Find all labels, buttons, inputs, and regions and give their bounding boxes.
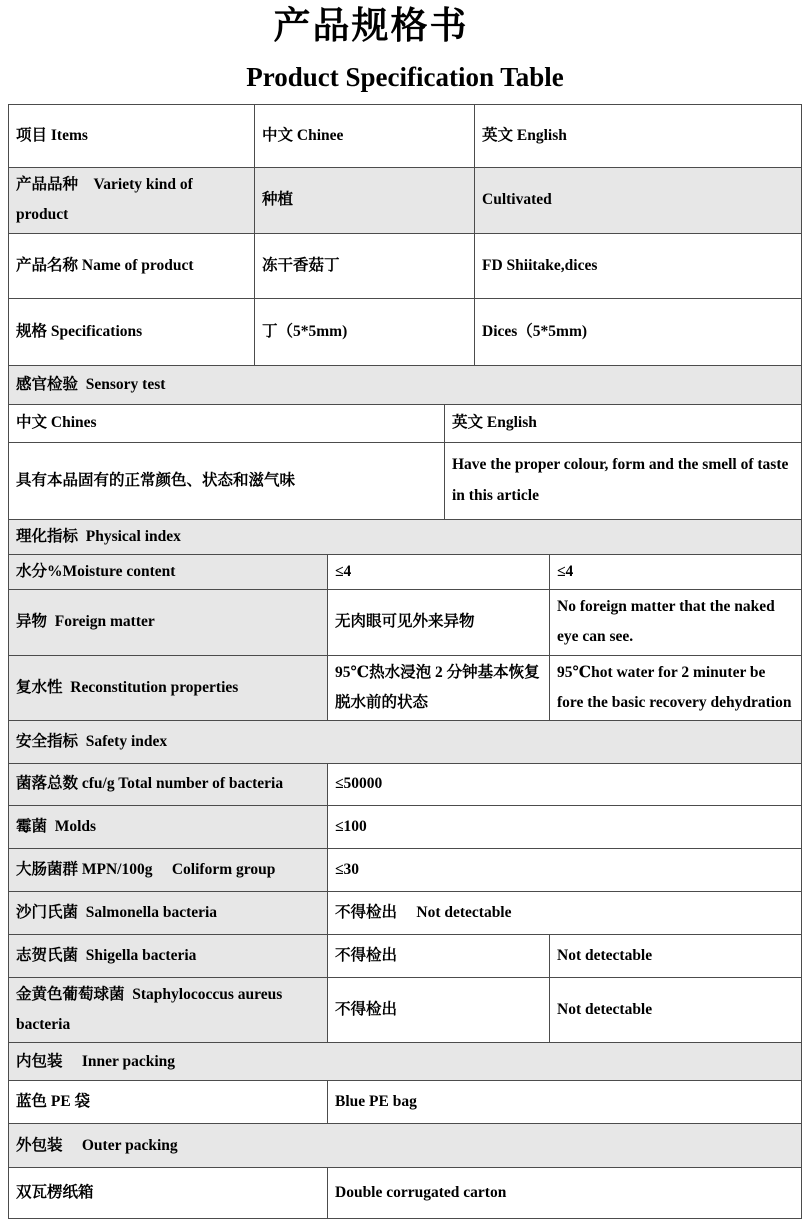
value-zh: 具有本品固有的正常颜色、状态和滋气味 xyxy=(16,471,296,489)
section-header-label: 感官检验 Sensory test xyxy=(9,366,801,404)
value-zh: 不得检出 xyxy=(327,978,549,1042)
row-label: 产品名称 Name of product xyxy=(16,256,194,274)
table-row-foreign-matter xyxy=(9,589,801,654)
section-header-label: 内包装 Inner packing xyxy=(9,1043,801,1080)
row-label: 沙门氏菌 Salmonella bacteria xyxy=(9,892,327,934)
value-en: FD Shiitake,dices xyxy=(474,234,801,298)
row-label: 大肠菌群 MPN/100g Coliform group xyxy=(9,849,327,891)
section-header-sensory-test xyxy=(9,365,801,404)
row-label: 霉菌 Molds xyxy=(9,806,327,848)
row-label: 规格 Specifications xyxy=(16,322,143,340)
value-en: Cultivated xyxy=(474,168,801,232)
table-row-coliform xyxy=(9,848,801,891)
value-zh: 冻干香菇丁 xyxy=(254,234,474,298)
value-en: Not detectable xyxy=(549,978,801,1042)
value: ≤30 xyxy=(327,849,801,891)
section-header-safety-index xyxy=(9,720,801,763)
table-row-sensory-description xyxy=(9,442,801,519)
table-row-salmonella xyxy=(9,891,801,934)
value-zh: 无肉眼可见外来异物 xyxy=(327,590,549,654)
table-row-inner-packing xyxy=(9,1080,801,1123)
column-header-items: 项目 Items xyxy=(16,127,88,145)
page-title-chinese: 产品规格书 xyxy=(273,6,469,47)
table-row-specifications xyxy=(9,298,801,365)
table-row-product-name xyxy=(9,233,801,298)
row-label: 产品品种 Variety kind of product xyxy=(9,168,254,232)
row-label: 异物 Foreign matter xyxy=(9,590,327,654)
table-row-shigella xyxy=(9,934,801,977)
value-en: 95℃hot water for 2 minuter be fore the basic recovery dehydration xyxy=(549,656,801,720)
row-label: 复水性 Reconstitution properties xyxy=(9,656,327,720)
value-en: Double corrugated carton xyxy=(327,1168,801,1218)
row-label: 金黄色葡萄球菌 Staphylococcus aureus bacteria xyxy=(9,978,327,1042)
table-row-molds xyxy=(9,805,801,848)
section-header-inner-packing xyxy=(9,1042,801,1080)
value-zh: 蓝色 PE 袋 xyxy=(16,1093,91,1111)
value-en: Not detectable xyxy=(549,935,801,977)
value-zh: 双瓦楞纸箱 xyxy=(16,1184,94,1202)
column-header-english: 英文 English xyxy=(444,405,801,442)
row-label: 菌落总数 cfu/g Total number of bacteria xyxy=(9,764,327,805)
value-en: Dices（5*5mm) xyxy=(474,299,801,365)
table-row-moisture xyxy=(9,554,801,589)
value: ≤100 xyxy=(327,806,801,848)
table-row-staphylococcus xyxy=(9,977,801,1042)
value-zh: 不得检出 xyxy=(327,935,549,977)
row-label: 水分%Moisture content xyxy=(9,555,327,589)
column-header-chinese: 中文 Chines xyxy=(16,414,97,432)
table-row-total-bacteria xyxy=(9,763,801,805)
column-header-chinese: 中文 Chinee xyxy=(254,105,474,167)
spec-table xyxy=(8,104,802,1219)
value-en: No foreign matter that the naked eye can see. xyxy=(549,590,801,654)
table-row-variety xyxy=(9,167,801,232)
section-header-label: 理化指标 Physical index xyxy=(9,520,801,554)
table-row-sensory-language-headers xyxy=(9,404,801,442)
table-row-column-headers xyxy=(9,105,801,167)
table-row-outer-packing xyxy=(9,1167,801,1218)
section-header-outer-packing xyxy=(9,1123,801,1167)
table-row-reconstitution xyxy=(9,655,801,720)
value-zh: 丁（5*5mm) xyxy=(254,299,474,365)
value-zh: 种植 xyxy=(254,168,474,232)
value: ≤50000 xyxy=(327,764,801,805)
section-header-label: 外包装 Outer packing xyxy=(9,1124,801,1167)
value-zh: 95℃热水浸泡 2 分钟基本恢复脱水前的状态 xyxy=(327,656,549,720)
column-header-english: 英文 English xyxy=(474,105,801,167)
row-label: 志贺氏菌 Shigella bacteria xyxy=(9,935,327,977)
value: 不得检出 Not detectable xyxy=(327,892,801,934)
section-header-label: 安全指标 Safety index xyxy=(9,721,801,763)
section-header-physical-index xyxy=(9,519,801,554)
value-zh: ≤4 xyxy=(327,555,549,589)
value-en: Have the proper colour, form and the smell of taste in this article xyxy=(444,443,801,519)
document-titles xyxy=(8,0,802,92)
value-en: Blue PE bag xyxy=(327,1081,801,1123)
page-title-english: Product Specification Table xyxy=(246,61,564,92)
value-en: ≤4 xyxy=(549,555,801,589)
